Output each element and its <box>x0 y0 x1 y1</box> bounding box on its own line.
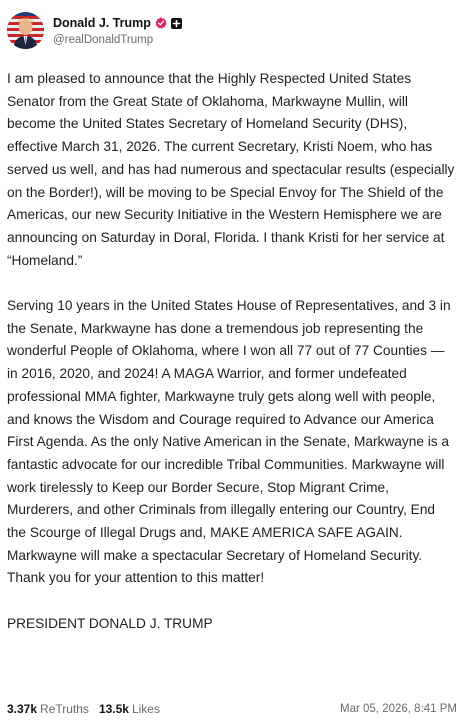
plus-badge-icon <box>171 18 182 29</box>
likes-stat[interactable] <box>99 702 160 716</box>
post-paragraph-2: Serving 10 years in the United States House of Representatives, and 3 in the Senate, Markwayne has done a tremendous job representing the wonderful People of Oklahoma, where I won all 77 out of 77 Counties — in 2016, 2020, and 2024! A MAGA Warrior, and former undefeated professional MMA fighter, Markwayne truly gets along well with people, and knows the Wisdom and Courage required to Advance our America First Agenda. As the only Native American in the Senate, Markwayne is a fantastic advocate for our incredible Tribal Communities. Markwayne will work tirelessly to Keep our Border Secure, Stop Migrant Crime, Murderers, and other Criminals from illegally entering our Country, End the Scourge of Illegal Drugs and, MAKE AMERICA SAFE AGAIN. Markwayne will make a spectacular Secretary of Homeland Security. Thank you for your attention to this matter! <box>7 298 455 586</box>
verified-badge-icon <box>155 17 167 29</box>
post-signature: PRESIDENT DONALD J. TRUMP <box>7 615 213 631</box>
likes-count: 13.5k <box>98 702 129 716</box>
retruths-stat[interactable] <box>7 702 89 716</box>
retruths-label: ReTruths <box>40 702 89 716</box>
post-timestamp[interactable]: Mar 05, 2026, 8:41 PM <box>340 703 457 715</box>
avatar[interactable] <box>7 12 44 49</box>
post-footer <box>7 699 457 719</box>
post-paragraph-1: I am pleased to announce that the Highly Respected United States Senator from the Great State of Oklahoma, Markwayne Mullin, will become the United States Secretary of Homeland Security (DHS), effective March 31, 2026. The current Secretary, Kristi Noem, who has served us well, and has had numerous and spectacular results (especially on the Border!), will be moving to be Special Envoy for The Shield of the Americas, our new Security Initiative in the Western Hemisphere we are announcing on Saturday in Doral, Florida. I thank Kristi for her service at “Homeland.” <box>7 71 459 268</box>
user-handle[interactable]: @realDonaldTrump <box>53 34 154 46</box>
display-name[interactable]: Donald J. Trump <box>53 16 151 30</box>
name-row <box>53 14 182 32</box>
likes-label: Likes <box>131 702 160 716</box>
post-body <box>7 68 457 636</box>
post-header <box>7 10 457 50</box>
author-info <box>53 14 182 46</box>
retruths-count: 3.37k <box>7 702 38 716</box>
